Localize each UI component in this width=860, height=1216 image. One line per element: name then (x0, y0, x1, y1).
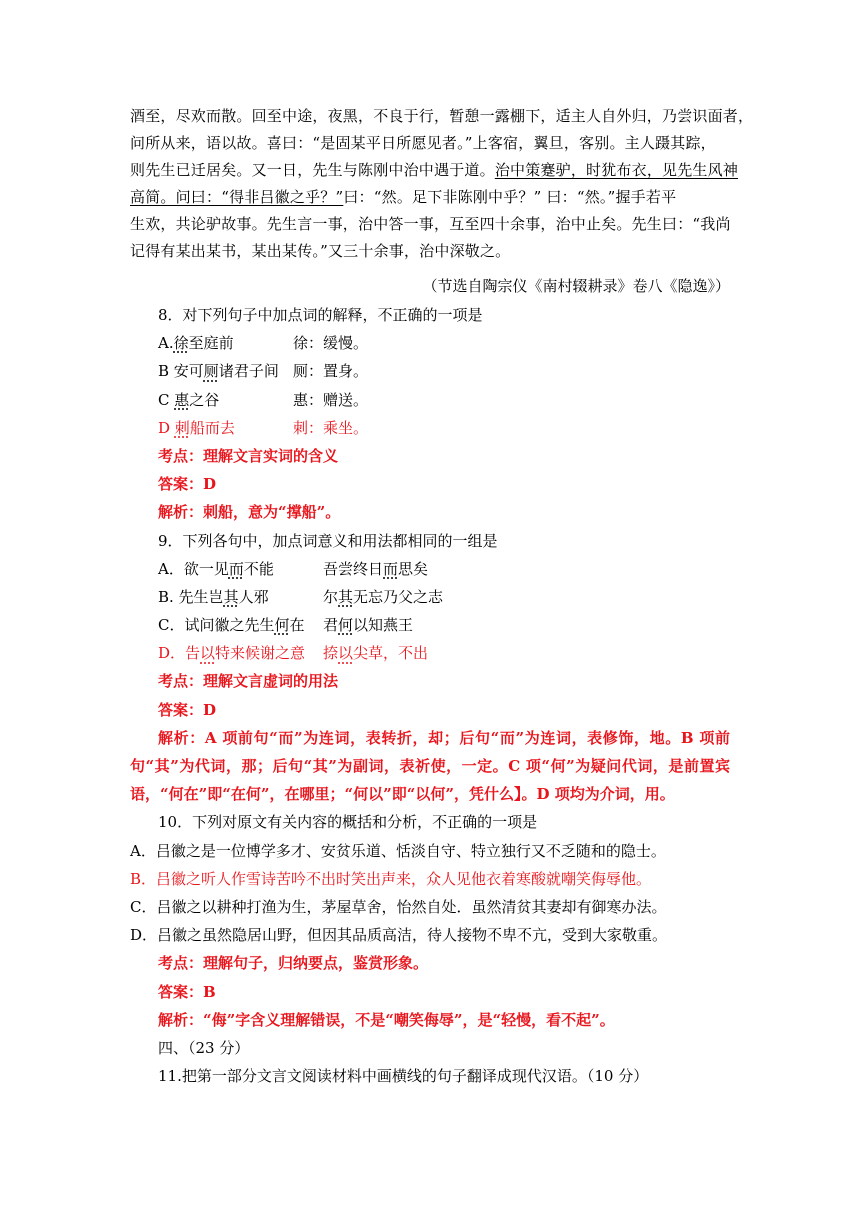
q8-option-b: B 安可厕诸君子间 厕：置身。 (158, 362, 369, 381)
passage (130, 103, 754, 265)
section-heading: 四、（23 分） (158, 1038, 250, 1057)
q9-stem: 9．下列各句中，加点词意义和用法都相同的一组是 (158, 531, 498, 550)
q10-option-b: B．吕徽之听人作雪诗苦吟不出时笑出声来，众人见他衣着寒酸就嘲笑侮辱他。 (130, 869, 652, 888)
passage-line: 则先生已迁居矣。又一日，先生与陈刚中治中遇于道。治中策蹇驴，时犹布衣，见先生风神 (130, 161, 739, 179)
q9-option-d: D．告以特来候谢之意 捺以尖草，不出 (158, 644, 429, 663)
q9-kaodian: 考点：理解文言虚词的用法 (158, 672, 339, 691)
q10-stem: 10．下列对原文有关内容的概括和分析，不正确的一项是 (158, 813, 538, 832)
q8-option-a: A.徐至庭前 徐：缓慢。 (158, 334, 369, 353)
q9-option-b: B. 先生岂其人邪 尔其无忘乃父之志 (158, 587, 444, 606)
q8-explanation: 解析：刺船，意为“撑船”。 (158, 503, 341, 522)
passage-source: （节选自陶宗仪《南村辍耕录》卷八《隐逸》） (422, 277, 730, 295)
q8-option-d: D 刺船而去 刺：乘坐。 (158, 418, 369, 437)
q9-answer: 答案：D (158, 700, 217, 719)
q8-option-c: C 惠之谷 惠：赠送。 (158, 390, 369, 409)
q10-kaodian: 考点：理解句子，归纳要点，鉴赏形象。 (158, 954, 429, 973)
questions (130, 301, 730, 1090)
q10-option-a: A．吕徽之是一位博学多才、安贫乐道、恬淡自守、特立独行又不乏随和的隐士。 (130, 841, 666, 860)
passage-line: 记得有某出某书，某出某传。”又三十余事，治中深敬之。 (130, 242, 511, 260)
q10-explanation: 解析：“侮”字含义理解错误，不是“嘲笑侮辱”，是“轻慢，看不起”。 (158, 1010, 615, 1029)
underlined-sentence: 高简。问曰：“得非吕徽之乎？” (130, 188, 344, 206)
q9-option-a: A．欲一见而不能 吾尝终日而思矣 (158, 559, 429, 578)
q8-stem: 8．对下列句子中加点词的解释，不正确的一项是 (158, 306, 483, 324)
q11-stem: 11.把第一部分文言文阅读材料中画横线的句子翻译成现代汉语。（10 分） (158, 1067, 649, 1086)
q10-answer: 答案：B (158, 982, 216, 1001)
q9-option-c: C．试问徽之先生何在 君何以知燕王 (158, 616, 414, 635)
passage-line: 酒至，尽欢而散。回至中途，夜黑，不良于行，暂憩一露棚下，适主人自外归，乃尝识面者， (130, 107, 754, 125)
passage-line: 问所从来，语以故。喜曰：“是固某平日所愿见者。”上客宿，翼旦，客别。主人蹑其踪， (130, 134, 716, 152)
q10-option-c: C．吕徽之以耕种打渔为生，茅屋草舍，怡然自处．虽然清贫其妻却有御寒办法。 (130, 897, 667, 916)
q10-option-d: D．吕徽之虽然隐居山野，但因其品质高洁，待人接物不卑不亢，受到大家敬重。 (130, 926, 668, 945)
underlined-sentence: 治中策蹇驴，时犹布衣，见先生风神 (494, 161, 739, 179)
passage-line: 高简。问曰：“得非吕徽之乎？”曰：“然。足下非陈刚中乎？” 曰：“然。”握手若平 (130, 188, 677, 206)
q9-explanation: 解析：A 项前句“而”为连词，表转折，却；后句“而”为连词，表修饰，地。B 项前句“其”为代词，那；后句“其”为副词，表祈使，一定。C 项“何”为疑问代词，是前置宾语，“何在”即“在何”，在哪里；“何以”即“以何”，凭什么】。D 项均为介词，用。 (130, 728, 730, 804)
passage-line: 生欢，共论驴故事。先生言一事，治中答一事，互至四十余事，治中止矣。先生曰：“我尚 (130, 215, 731, 233)
q8-answer: 答案：D (158, 475, 217, 494)
q8-kaodian: 考点：理解文言实词的含义 (158, 446, 339, 465)
